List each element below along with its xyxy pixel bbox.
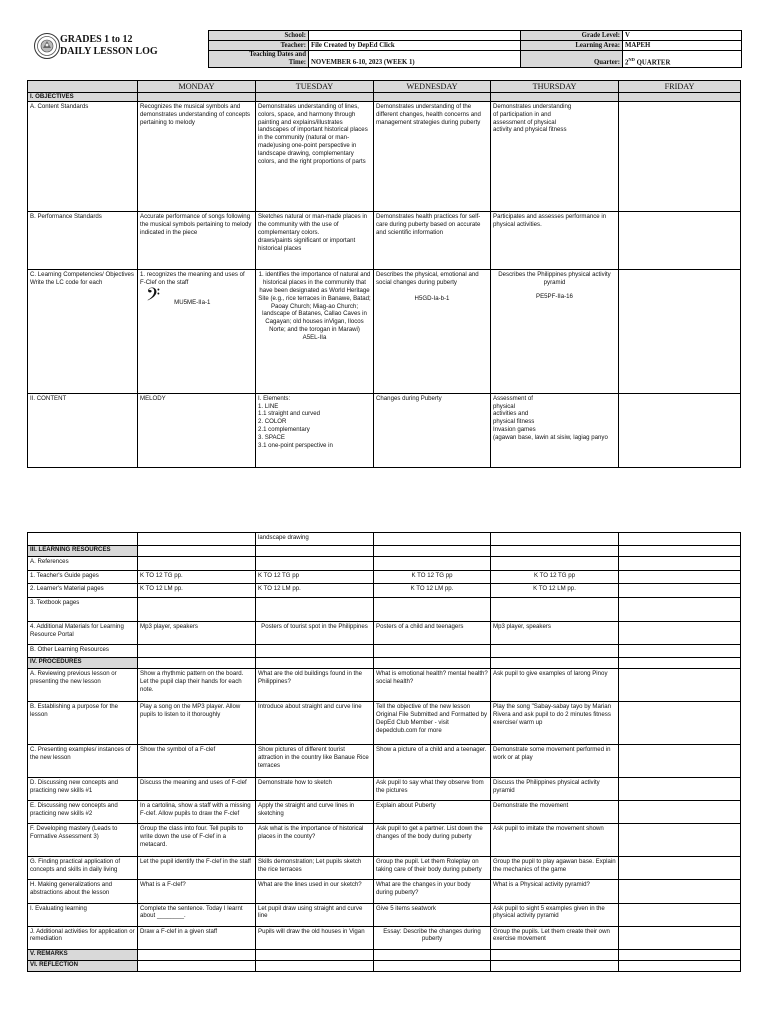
quarter-suffix: ND (628, 56, 635, 62)
remarks-section-label: V. REMARKS (28, 949, 138, 960)
content-standards-friday (619, 102, 741, 212)
empty-cell (138, 546, 256, 557)
performance-standards-wednesday: Demonstrates health practices for self-care during puberty based on accurate and scientific information (374, 212, 491, 270)
learning-area-label: Learning Area: (521, 41, 623, 51)
teacher-value: File Created by DepEd Click (309, 41, 521, 51)
empty-cell (374, 557, 491, 570)
teacher-label: Teacher: (209, 41, 309, 51)
learning-area-value: MAPEH (623, 41, 742, 51)
procedure-e-thursday: Demonstrate the movement (491, 801, 619, 824)
textbook-pages-tuesday (256, 597, 374, 621)
teachers-guide-monday: K TO 12 TG pp. (138, 570, 256, 583)
procedure-c-label: C. Presenting examples/ instances of the new lesson (28, 744, 138, 777)
content-label: II. CONTENT (28, 393, 138, 467)
procedure-d-monday: Discuss the meaning and uses of F-clef (138, 777, 256, 800)
textbook-pages-monday (138, 597, 256, 621)
section-fill (256, 93, 374, 102)
procedure-d-wednesday: Ask pupil to say what they observe from the pictures (374, 777, 491, 800)
procedure-d-friday (619, 777, 741, 800)
learning-resources-section-label: III. LEARNING RESOURCES (28, 546, 138, 557)
additional-materials-wednesday: Posters of a child and teenagers (374, 621, 491, 644)
empty-cell (374, 960, 491, 971)
teachers-guide-label: 1. Teacher's Guide pages (28, 570, 138, 583)
procedure-h-label: H. Making generalizations and abstractions about the lesson (28, 880, 138, 903)
quarter-value (623, 51, 742, 68)
form-title: GRADES 1 to 12 DAILY LESSON LOG (60, 34, 158, 57)
deped-seal-logo (34, 33, 60, 59)
empty-cell (491, 949, 619, 960)
procedure-h-thursday: What is a Physical activity pyramid? (491, 880, 619, 903)
empty-cell (491, 644, 619, 657)
day-header-wednesday: WEDNESDAY (374, 81, 491, 93)
additional-materials-friday (619, 621, 741, 644)
procedure-g-thursday: Group the pupil to play agawan base. Explain the mechanics of the game (491, 857, 619, 880)
section-fill (374, 93, 491, 102)
procedure-c-thursday: Demonstrate some movement performed in work or at play (491, 744, 619, 777)
procedure-c-tuesday: Show pictures of different tourist attraction in the country like Banaue Rice terraces (256, 744, 374, 777)
procedure-b-friday (619, 702, 741, 745)
empty-cell (138, 533, 256, 546)
grade-level-label: Grade Level: (521, 31, 623, 41)
procedure-i-monday: Complete the sentence. Today I learnt about ________. (138, 903, 256, 926)
f-clef-icon: 𝄢 (146, 285, 161, 311)
header-info-table (208, 30, 742, 68)
day-header-monday: MONDAY (138, 81, 256, 93)
textbook-pages-friday (619, 597, 741, 621)
learners-material-thursday: K TO 12 LM pp. (491, 584, 619, 597)
empty-cell (256, 546, 374, 557)
procedure-d-label: D. Discussing new concepts and practicing new skills #1 (28, 777, 138, 800)
performance-standards-label: B. Performance Standards (28, 212, 138, 270)
procedure-e-wednesday: Explain about Puberty (374, 801, 491, 824)
procedure-a-wednesday: What is emotional health? mental health? social health? (374, 669, 491, 702)
content-monday: MELODY (138, 393, 256, 467)
procedure-h-wednesday: What are the changes in your body during puberty? (374, 880, 491, 903)
procedure-f-monday: Group the class into four. Tell pupils to write down the use of F-clef in a metacard. (138, 824, 256, 857)
empty-cell (619, 960, 741, 971)
school-label: School: (209, 31, 309, 41)
learners-material-label: 2. Learner's Material pages (28, 584, 138, 597)
procedure-j-friday (619, 926, 741, 949)
competencies-label: C. Learning Competencies/ Objectives Write the LC code for each (28, 270, 138, 393)
procedure-g-wednesday: Group the pupil. Let them Roleplay on taking care of their body during puberty (374, 857, 491, 880)
empty-cell (619, 949, 741, 960)
references-label: A. References (28, 557, 138, 570)
corner-header-cell (28, 81, 138, 93)
lesson-plan-table-page1 (27, 80, 741, 468)
other-resources-label: B. Other Learning Resources (28, 644, 138, 657)
procedure-f-label: F. Developing mastery (Leads to Formative Assessment 3) (28, 824, 138, 857)
teaching-dates-label: Teaching Dates and Time: (209, 51, 309, 68)
empty-cell (138, 557, 256, 570)
performance-standards-friday (619, 212, 741, 270)
empty-cell (491, 557, 619, 570)
content-friday (619, 393, 741, 467)
additional-materials-label: 4. Additional Materials for Learning Resource Portal (28, 621, 138, 644)
day-header-friday: FRIDAY (619, 81, 741, 93)
procedure-a-friday (619, 669, 741, 702)
empty-cell (491, 658, 619, 669)
competencies-monday-text: 1. recognizes the meaning and uses of F-Clef on the staff (140, 271, 245, 287)
procedure-c-monday: Show the symbol of a F-clef (138, 744, 256, 777)
learners-material-wednesday: K TO 12 LM pp. (374, 584, 491, 597)
content-wednesday: Changes during Puberty (374, 393, 491, 467)
procedure-g-friday (619, 857, 741, 880)
procedure-b-thursday: Play the song "Sabay-sabay tayo by Marian Rivera and ask pupil to do 2 minutes fitness exercise/ warm up (491, 702, 619, 745)
procedure-j-tuesday: Pupils will draw the old houses in Vigan (256, 926, 374, 949)
quarter-word: QUARTER (634, 59, 671, 66)
competencies-wednesday-text: Describes the physical, emotional and social changes during puberty (376, 271, 479, 287)
procedure-j-monday: Draw a F-clef in a given staff (138, 926, 256, 949)
procedure-d-thursday: Discuss the Philippines physical activity pyramid (491, 777, 619, 800)
procedure-b-label: B. Establishing a purpose for the lesson (28, 702, 138, 745)
procedure-a-thursday: Ask pupil to give examples of larong Pinoy (491, 669, 619, 702)
textbook-pages-label: 3. Textbook pages (28, 597, 138, 621)
empty-cell (138, 960, 256, 971)
procedure-a-label: A. Reviewing previous lesson or presenting the new lesson (28, 669, 138, 702)
teachers-guide-wednesday: K TO 12 TG pp (374, 570, 491, 583)
procedure-h-monday: What is a F-clef? (138, 880, 256, 903)
procedure-g-label: G. Finding practical application of concepts and skills in daily living (28, 857, 138, 880)
empty-cell (256, 949, 374, 960)
empty-cell (619, 557, 741, 570)
procedure-h-tuesday: What are the lines used in our sketch? (256, 880, 374, 903)
competencies-thursday-code: PE5PF-IIa-16 (536, 293, 573, 301)
lesson-plan-table-page2 (27, 532, 741, 972)
procedure-b-monday: Play a song on the MP3 player. Allow pupils to listen to it thoroughly (138, 702, 256, 745)
procedure-f-tuesday: Ask what is the importance of historical places in the county? (256, 824, 374, 857)
empty-cell (28, 533, 138, 546)
empty-cell (619, 546, 741, 557)
grade-level-value: V (623, 31, 742, 41)
empty-cell (138, 644, 256, 657)
procedure-g-tuesday: Skills demonstration; Let pupils sketch the rice terraces (256, 857, 374, 880)
content-standards-tuesday: Demonstrates understanding of lines, colors, space, and harmony through painting and explains/illustrates landscapes of important historical places in the community (natural or man-made)using one-point perspective in landscape drawing, complementary colors, and the right proportions of parts (256, 102, 374, 212)
performance-standards-thursday: Participates and assesses performance in physical activities. (491, 212, 619, 270)
empty-cell (256, 960, 374, 971)
procedure-e-tuesday: Apply the straight and curve lines in sketching (256, 801, 374, 824)
school-value (309, 31, 521, 41)
procedure-f-thursday: Ask pupil to imitate the movement shown (491, 824, 619, 857)
content-standards-monday: Recognizes the musical symbols and demonstrates understanding of concepts pertaining to melody (138, 102, 256, 212)
section-fill (619, 93, 741, 102)
objectives-section-label: I. OBJECTIVES (28, 93, 138, 102)
empty-cell (374, 644, 491, 657)
learners-material-monday: K TO 12 LM pp. (138, 584, 256, 597)
content-standards-label: A. Content Standards (28, 102, 138, 212)
additional-materials-tuesday: Posters of tourist spot in the Philippines (256, 621, 374, 644)
procedure-f-friday (619, 824, 741, 857)
section-fill (491, 93, 619, 102)
procedure-b-tuesday: Introduce about straight and curve line (256, 702, 374, 745)
empty-cell (619, 533, 741, 546)
empty-cell (374, 546, 491, 557)
content-thursday: Assessment of physical activities and physical fitness Invasion games (agawan base, lawin at sisiw, lagiag panyo (491, 393, 619, 467)
content-standards-wednesday: Demonstrates understanding of the different changes, health concerns and management strategies during puberty (374, 102, 491, 212)
procedure-i-tuesday: Let pupil draw using straight and curve line (256, 903, 374, 926)
procedure-c-wednesday: Show a picture of a child and a teenager. (374, 744, 491, 777)
competencies-friday (619, 270, 741, 393)
competencies-wednesday-code: H5GD-Ia-b-1 (414, 295, 450, 303)
additional-materials-thursday: Mp3 player, speakers (491, 621, 619, 644)
content-standards-thursday-text: Demonstrates understanding of participation in and assessment of physical activity and physical fitness (493, 103, 572, 134)
empty-cell (619, 658, 741, 669)
textbook-pages-thursday (491, 597, 619, 621)
textbook-pages-wednesday (374, 597, 491, 621)
procedure-e-label: E. Discussing new concepts and practicing new skills #2 (28, 801, 138, 824)
section-fill (138, 93, 256, 102)
performance-standards-monday: Accurate performance of songs following the musical symbols pertaining to melody indicated in the piece (138, 212, 256, 270)
empty-cell (256, 557, 374, 570)
empty-cell (491, 546, 619, 557)
learners-material-friday (619, 584, 741, 597)
procedure-j-label: J. Additional activities for application or remediation (28, 926, 138, 949)
teachers-guide-thursday: K TO 12 TG pp (491, 570, 619, 583)
procedures-section-label: IV. PROCEDURES (28, 658, 138, 669)
empty-cell (491, 960, 619, 971)
empty-cell (138, 658, 256, 669)
procedure-b-wednesday: Tell the objective of the new lesson Original File Submitted and Formatted by DepEd Club Member - visit depedclub.com for more (374, 702, 491, 745)
procedure-d-tuesday: Demonstrate how to sketch (256, 777, 374, 800)
day-header-tuesday: TUESDAY (256, 81, 374, 93)
procedure-i-label: I. Evaluating learning (28, 903, 138, 926)
additional-materials-monday: Mp3 player, speakers (138, 621, 256, 644)
empty-cell (256, 644, 374, 657)
competencies-wednesday (374, 270, 491, 393)
procedure-i-wednesday: Give 5 items seatwork (374, 903, 491, 926)
empty-cell (374, 658, 491, 669)
competencies-thursday (491, 270, 619, 393)
procedure-c-friday (619, 744, 741, 777)
empty-cell (256, 658, 374, 669)
procedure-i-friday (619, 903, 741, 926)
empty-cell (138, 949, 256, 960)
procedure-a-monday: Show a rhythmic pattern on the board. Let the pupil clap their hands for each note. (138, 669, 256, 702)
learners-material-tuesday: K TO 12 LM pp. (256, 584, 374, 597)
teaching-dates-value: NOVEMBER 6-10, 2023 (WEEK 1) (309, 51, 521, 68)
content-standards-thursday (491, 102, 619, 212)
procedure-a-tuesday: What are the old buildings found in the Philippines? (256, 669, 374, 702)
content-tuesday-continued: landscape drawing (256, 533, 374, 546)
teachers-guide-tuesday: K TO 12 TG pp (256, 570, 374, 583)
performance-standards-tuesday: Sketches natural or man-made places in the community with the use of complementary colors. draws/paints significant or important historical places (256, 212, 374, 270)
procedure-e-friday (619, 801, 741, 824)
competencies-monday-code: MU5ME-IIa-1 (174, 299, 211, 307)
procedure-j-thursday: Group the pupils. Let them create their own exercise movement (491, 926, 619, 949)
procedure-j-wednesday: Essay: Describe the changes during puberty (374, 926, 491, 949)
competencies-tuesday: 1. identifies the importance of natural and historical places in the community that have been designated as World Heritage Site (e.g., rice terraces in Banawe, Batad; Paoay Church; Miag-ao Church; landscape of Batanes, Callao Caves in Cagayan; old houses inVigan, Ilocos Norte; and the torogan in Marawi) A5EL-IIa (256, 270, 374, 393)
competencies-monday (138, 270, 256, 393)
procedure-f-wednesday: Ask pupil to get a partner. List down the changes of the body during puberty (374, 824, 491, 857)
empty-cell (374, 533, 491, 546)
day-header-thursday: THURSDAY (491, 81, 619, 93)
procedure-g-monday: Let the pupil identify the F-clef in the staff (138, 857, 256, 880)
empty-cell (491, 533, 619, 546)
quarter-label: Quarter: (521, 51, 623, 68)
procedure-h-friday (619, 880, 741, 903)
empty-cell (619, 644, 741, 657)
competencies-thursday-text: Describes the Philippines physical activity pyramid (498, 271, 611, 287)
quarter-number: 2 (625, 59, 629, 66)
teachers-guide-friday (619, 570, 741, 583)
content-tuesday: I. Elements: 1. LINE 1.1 straight and curved 2. COLOR 2.1 complementary 3. SPACE 3.1 one-point perspective in (256, 393, 374, 467)
procedure-i-thursday: Ask pupil to sight 5 examples given in the physical activity pyramid (491, 903, 619, 926)
reflection-section-label: VI. REFLECTION (28, 960, 138, 971)
empty-cell (374, 949, 491, 960)
procedure-e-monday: In a cartolina, show a staff with a missing F-clef. Allow pupils to draw the F-clef (138, 801, 256, 824)
